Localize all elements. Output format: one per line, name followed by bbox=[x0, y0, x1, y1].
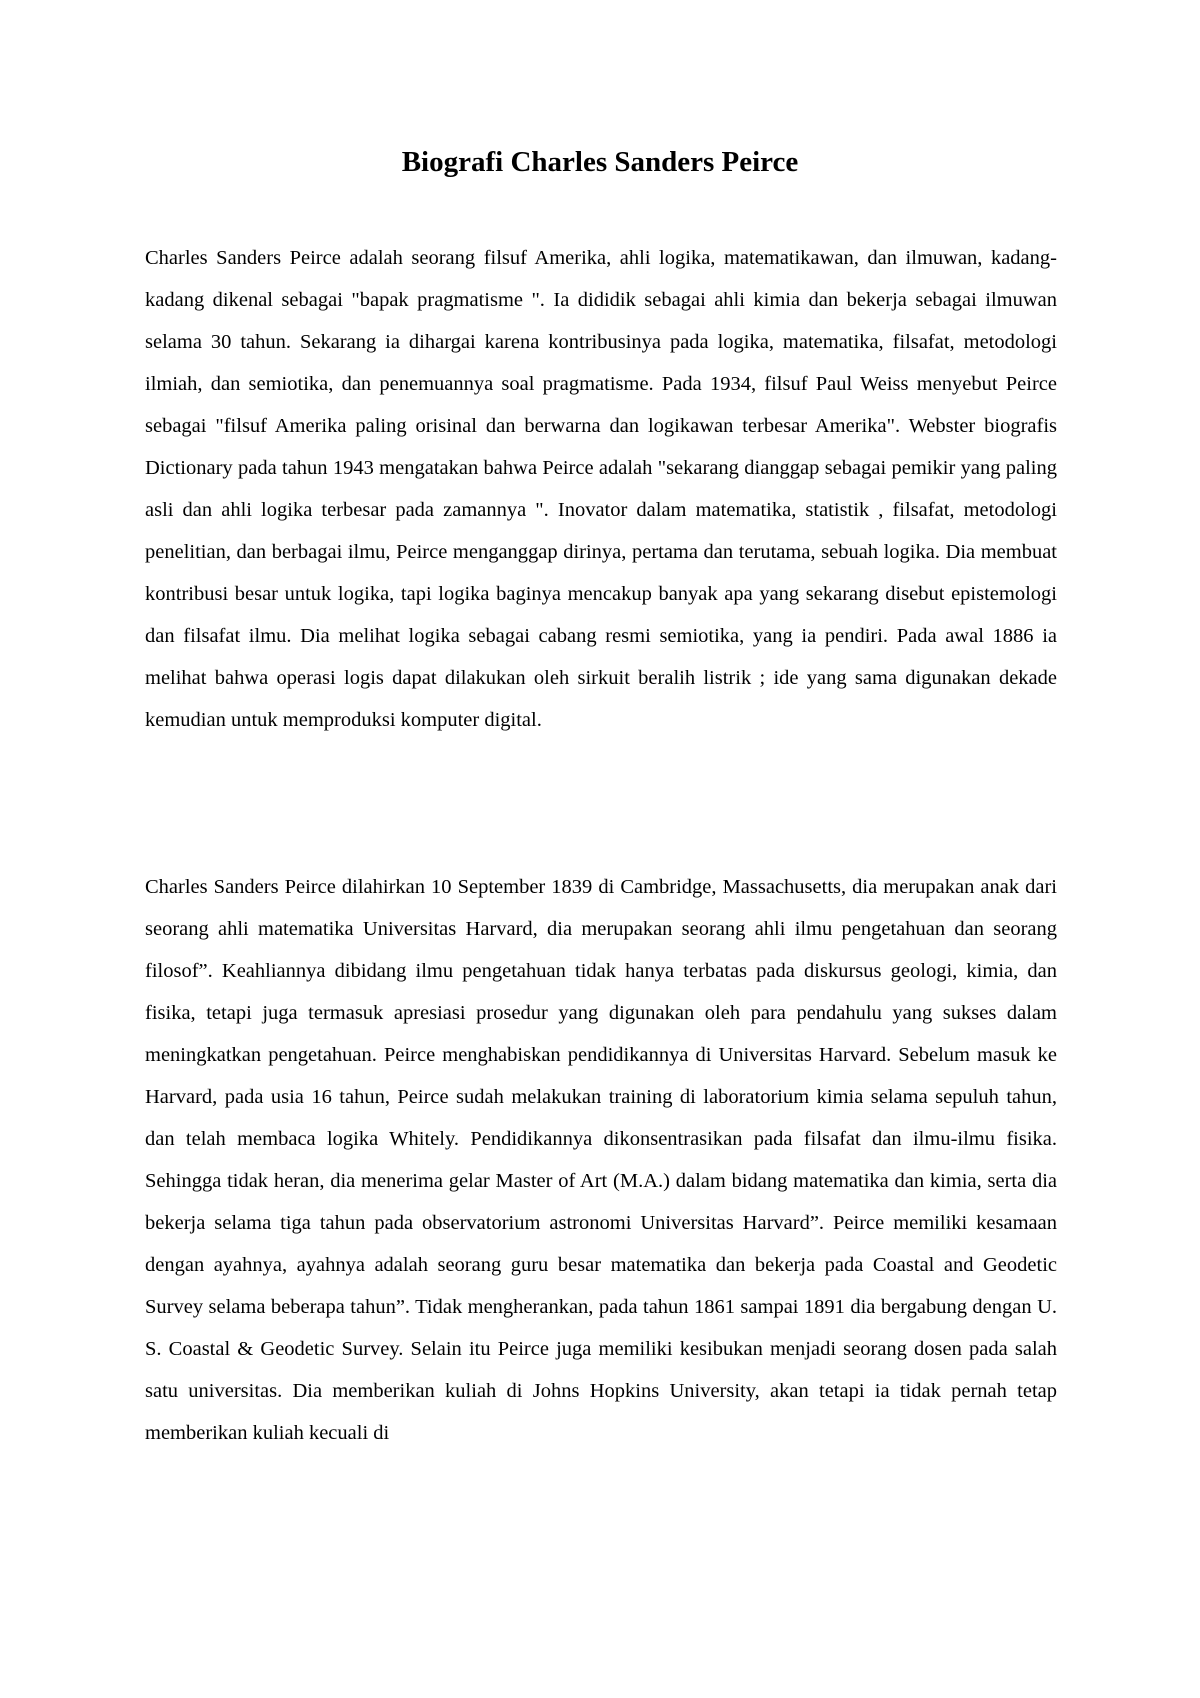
paragraph-intro: Charles Sanders Peirce adalah seorang filsuf Amerika, ahli logika, matematikawan, dan ilmuwan, kadang-kadang dikenal sebagai "bapak pragmatisme ". Ia dididik sebagai ahli kimia dan bekerja sebagai ilmuwan selama 30 tahun. Sekarang ia dihargai karena kontribusinya pada logika, matematika, filsafat, metodologi ilmiah, dan semiotika, dan penemuannya soal pragmatisme. Pada 1934, filsuf Paul Weiss menyebut Peirce sebagai "filsuf Amerika paling orisinal dan berwarna dan logikawan terbesar Amerika". Webster biografis Dictionary pada tahun 1943 mengatakan bahwa Peirce adalah "sekarang dianggap sebagai pemikir yang paling asli dan ahli logika terbesar pada zamannya ". Inovator dalam matematika, statistik , filsafat, metodologi penelitian, dan berbagai ilmu, Peirce menganggap dirinya, pertama dan terutama, sebuah logika. Dia membuat kontribusi besar untuk logika, tapi logika baginya mencakup banyak apa yang sekarang disebut epistemologi dan filsafat ilmu. Dia melihat logika sebagai cabang resmi semiotika, yang ia pendiri. Pada awal 1886 ia melihat bahwa operasi logis dapat dilakukan oleh sirkuit beralih listrik ; ide yang sama digunakan dekade kemudian untuk memproduksi komputer digital. bbox=[145, 247, 1057, 731]
document-title: Biografi Charles Sanders Peirce bbox=[401, 146, 799, 178]
paragraph-early-life: Charles Sanders Peirce dilahirkan 10 September 1839 di Cambridge, Massachusetts, dia merupakan anak dari seorang ahli matematika Universitas Harvard, dia merupakan seorang ahli ilmu pengetahuan dan seorang filosof”. Keahliannya dibidang ilmu pengetahuan tidak hanya terbatas pada diskursus geologi, kimia, dan fisika, tetapi juga termasuk apresiasi prosedur yang digunakan oleh para pendahulu yang sukses dalam meningkatkan pengetahuan. Peirce menghabiskan pendidikannya di Universitas Harvard. Sebelum masuk ke Harvard, pada usia 16 tahun, Peirce sudah melakukan training di laboratorium kimia selama sepuluh tahun, dan telah membaca logika Whitely. Pendidikannya dikonsentrasikan pada filsafat dan ilmu-ilmu fisika. Sehingga tidak heran, dia menerima gelar Master of Art (M.A.) dalam bidang matematika dan kimia, serta dia bekerja selama tiga tahun pada observatorium astronomi Universitas Harvard”. Peirce memiliki kesamaan dengan ayahnya, ayahnya adalah seorang guru besar matematika dan bekerja pada Coastal and Geodetic Survey selama beberapa tahun”. Tidak mengherankan, pada tahun 1861 sampai 1891 dia bergabung dengan U. S. Coastal & Geodetic Survey. Selain itu Peirce juga memiliki kesibukan menjadi seorang dosen pada salah satu universitas. Dia memberikan kuliah di Johns Hopkins University, akan tetapi ia tidak pernah tetap memberikan kuliah kecuali di bbox=[145, 876, 1057, 1444]
